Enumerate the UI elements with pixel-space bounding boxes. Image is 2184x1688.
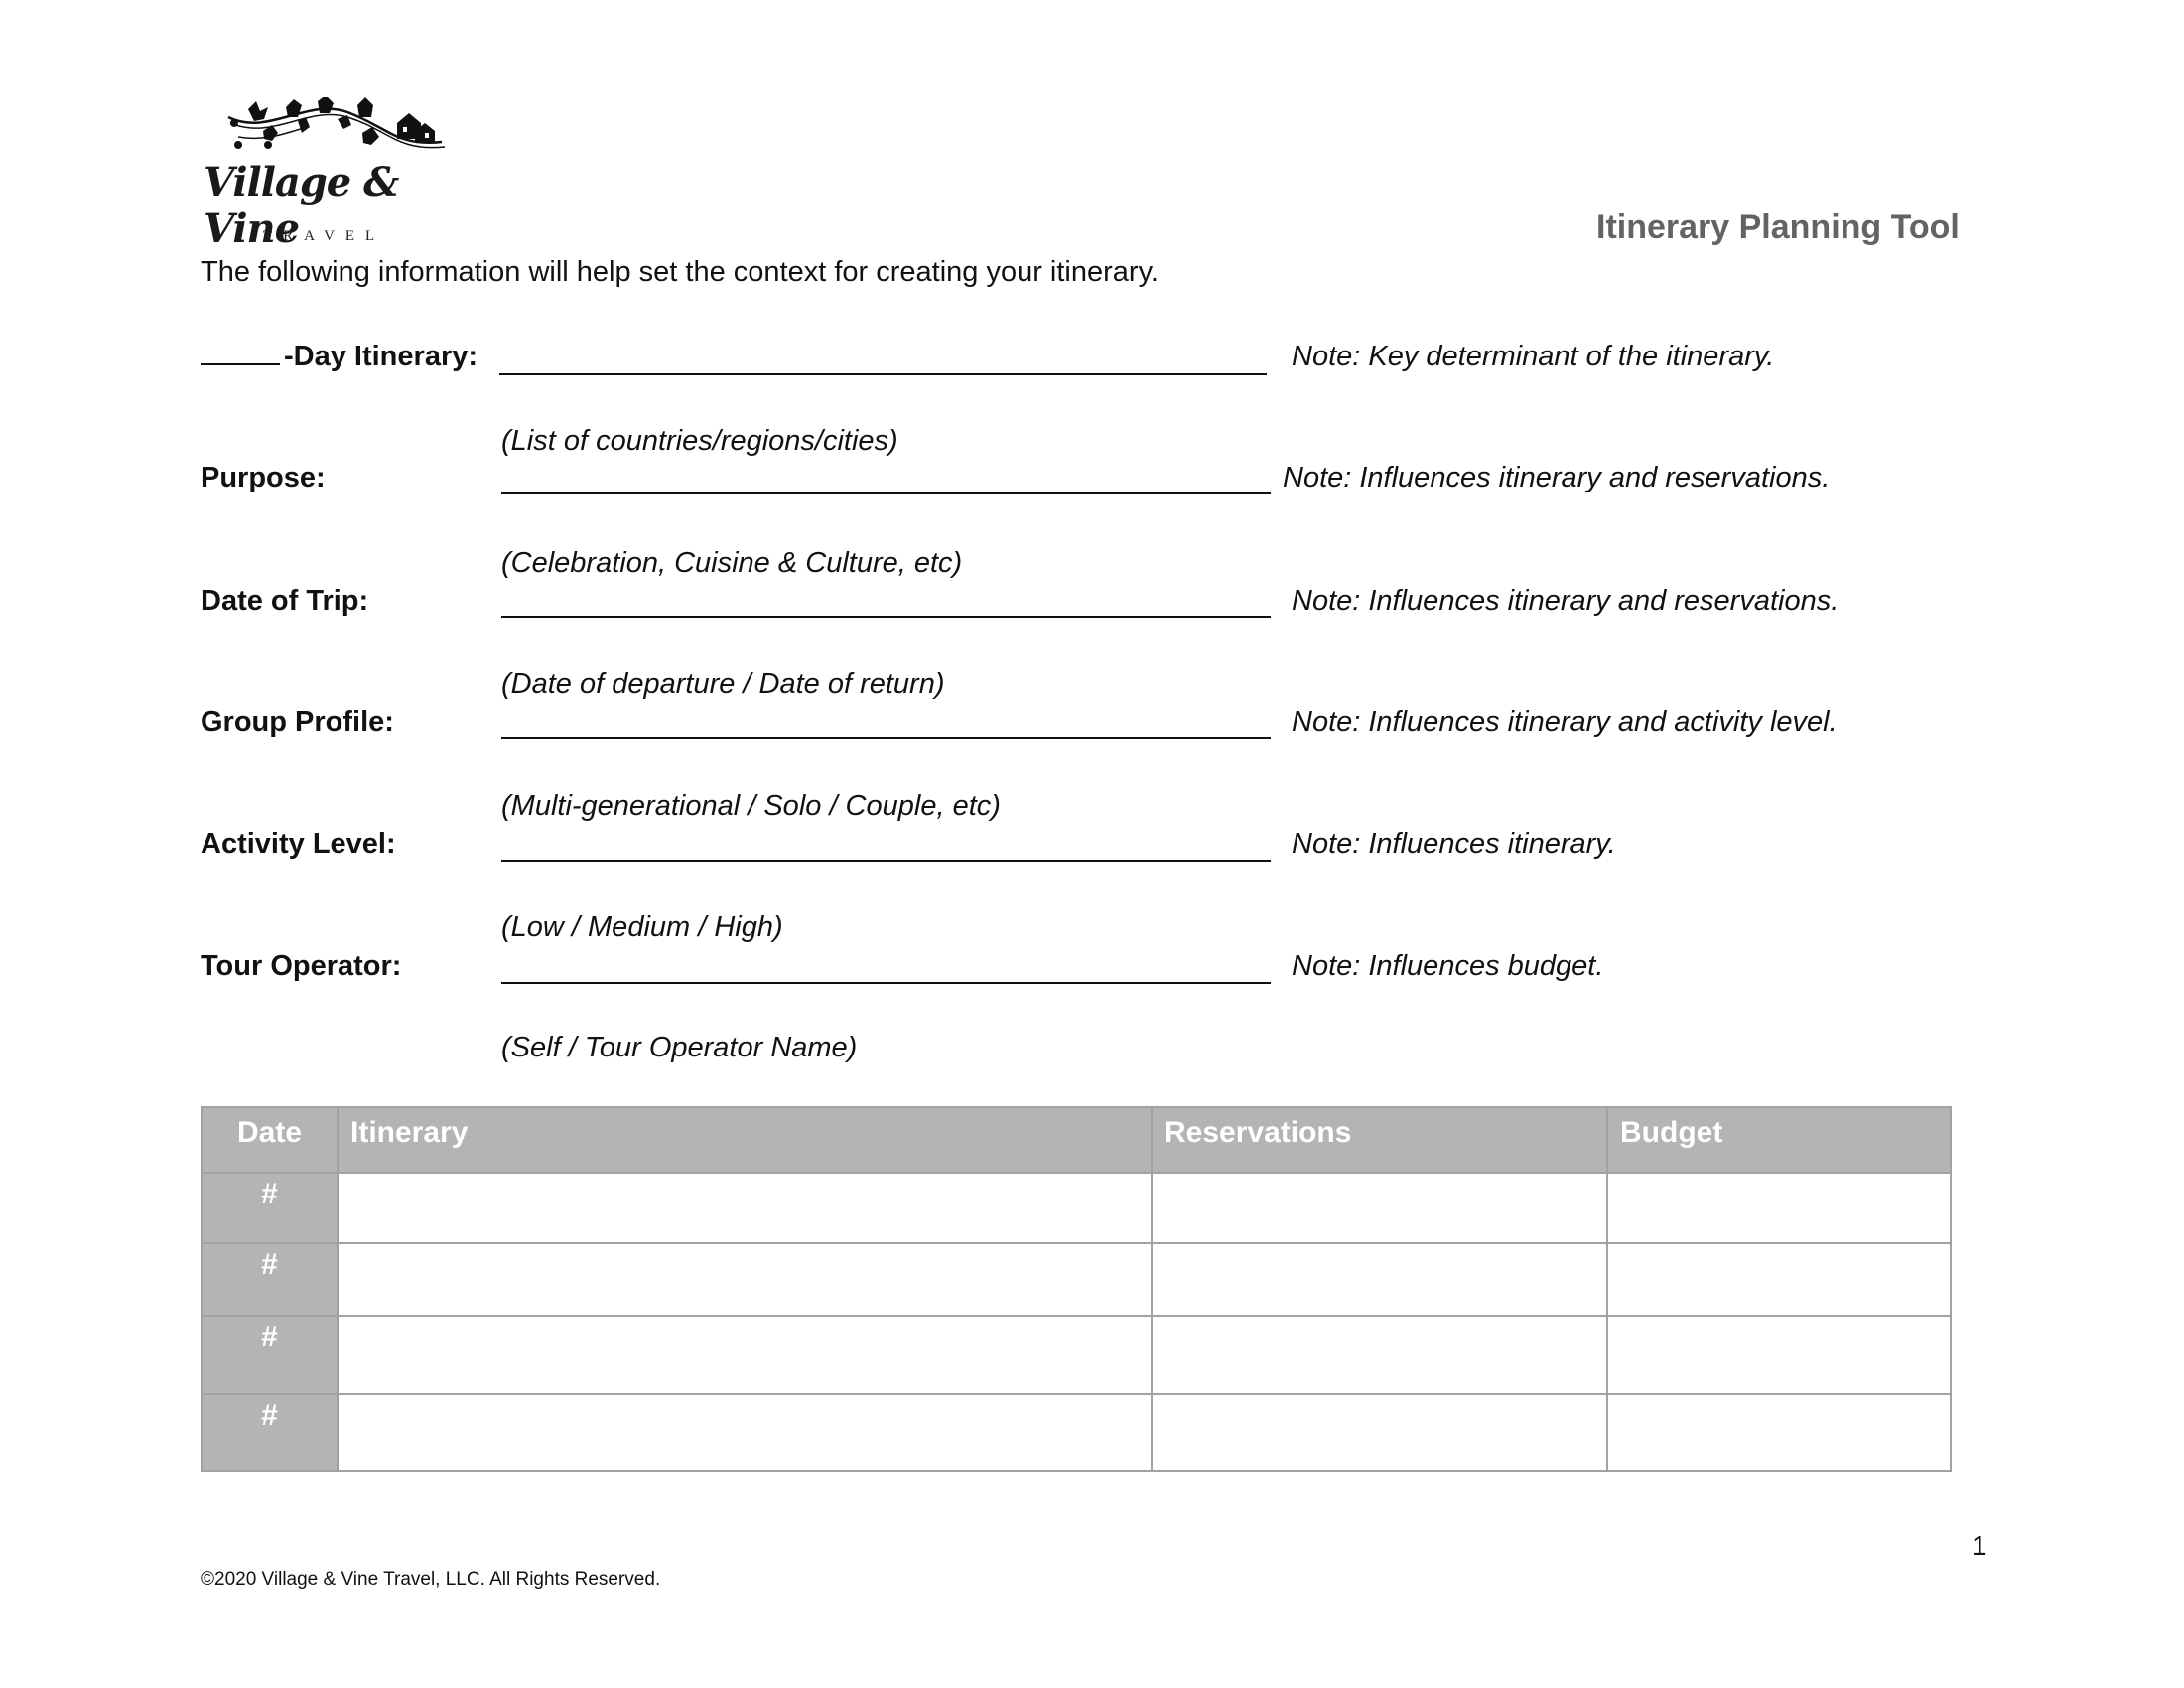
itinerary-table <box>201 1106 1952 1472</box>
group-profile-hint: (Multi-generational / Solo / Couple, etc) <box>501 790 1001 822</box>
column-header-reservations: Reservations <box>1152 1107 1607 1173</box>
date-cell[interactable]: # <box>202 1173 338 1243</box>
day-count-blank[interactable] <box>201 363 280 365</box>
table-row <box>202 1173 1951 1243</box>
activity-level-hint: (Low / Medium / High) <box>501 912 783 943</box>
day-itinerary-label: -Day Itinerary: <box>201 341 478 373</box>
day-itinerary-note: Note: Key determinant of the itinerary. <box>1292 341 1775 372</box>
budget-cell[interactable] <box>1607 1173 1951 1243</box>
document-title: Itinerary Planning Tool <box>1596 209 1960 246</box>
tour-operator-label: Tour Operator: <box>201 950 402 982</box>
date-of-trip-field[interactable] <box>501 616 1271 618</box>
itinerary-cell[interactable] <box>338 1394 1152 1471</box>
intro-text: The following information will help set the context for creating your itinerary. <box>201 256 1159 288</box>
brand-name: Village & Vine <box>204 159 399 252</box>
purpose-label: Purpose: <box>201 462 326 493</box>
activity-level-label: Activity Level: <box>201 828 396 860</box>
table-header-row <box>202 1107 1951 1173</box>
day-itinerary-field[interactable] <box>499 373 1267 375</box>
page-number: 1 <box>1972 1530 1987 1561</box>
brand-tagline: TRAVEL <box>263 228 386 244</box>
activity-level-note: Note: Influences itinerary. <box>1292 828 1616 860</box>
activity-level-field[interactable] <box>501 860 1271 862</box>
group-profile-label: Group Profile: <box>201 706 394 738</box>
reservations-cell[interactable] <box>1152 1316 1607 1394</box>
purpose-field[interactable] <box>501 492 1271 494</box>
purpose-note: Note: Influences itinerary and reservations. <box>1283 462 1831 493</box>
group-profile-note: Note: Influences itinerary and activity level. <box>1292 706 1838 738</box>
date-of-trip-hint: (Date of departure / Date of return) <box>501 668 945 700</box>
date-of-trip-label: Date of Trip: <box>201 585 369 617</box>
tour-operator-field[interactable] <box>501 982 1271 984</box>
table-row <box>202 1316 1951 1394</box>
date-cell[interactable]: # <box>202 1243 338 1316</box>
reservations-cell[interactable] <box>1152 1394 1607 1471</box>
purpose-hint: (Celebration, Cuisine & Culture, etc) <box>501 547 963 579</box>
table-row <box>202 1394 1951 1471</box>
table-row <box>202 1243 1951 1316</box>
date-of-trip-note: Note: Influences itinerary and reservations. <box>1292 585 1840 617</box>
column-header-itinerary: Itinerary <box>338 1107 1152 1173</box>
itinerary-cell[interactable] <box>338 1173 1152 1243</box>
date-cell[interactable]: # <box>202 1394 338 1471</box>
budget-cell[interactable] <box>1607 1316 1951 1394</box>
copyright-footer: ©2020 Village & Vine Travel, LLC. All Rights Reserved. <box>201 1569 661 1590</box>
itinerary-cell[interactable] <box>338 1316 1152 1394</box>
itinerary-cell[interactable] <box>338 1243 1152 1316</box>
column-header-date: Date <box>202 1107 338 1173</box>
tour-operator-note: Note: Influences budget. <box>1292 950 1604 982</box>
group-profile-field[interactable] <box>501 737 1271 739</box>
reservations-cell[interactable] <box>1152 1173 1607 1243</box>
brand-logo <box>199 97 457 251</box>
vine-with-houses-icon <box>199 97 457 159</box>
day-itinerary-hint: (List of countries/regions/cities) <box>501 425 898 457</box>
budget-cell[interactable] <box>1607 1243 1951 1316</box>
column-header-budget: Budget <box>1607 1107 1951 1173</box>
date-cell[interactable]: # <box>202 1316 338 1394</box>
reservations-cell[interactable] <box>1152 1243 1607 1316</box>
budget-cell[interactable] <box>1607 1394 1951 1471</box>
tour-operator-hint: (Self / Tour Operator Name) <box>501 1032 858 1063</box>
